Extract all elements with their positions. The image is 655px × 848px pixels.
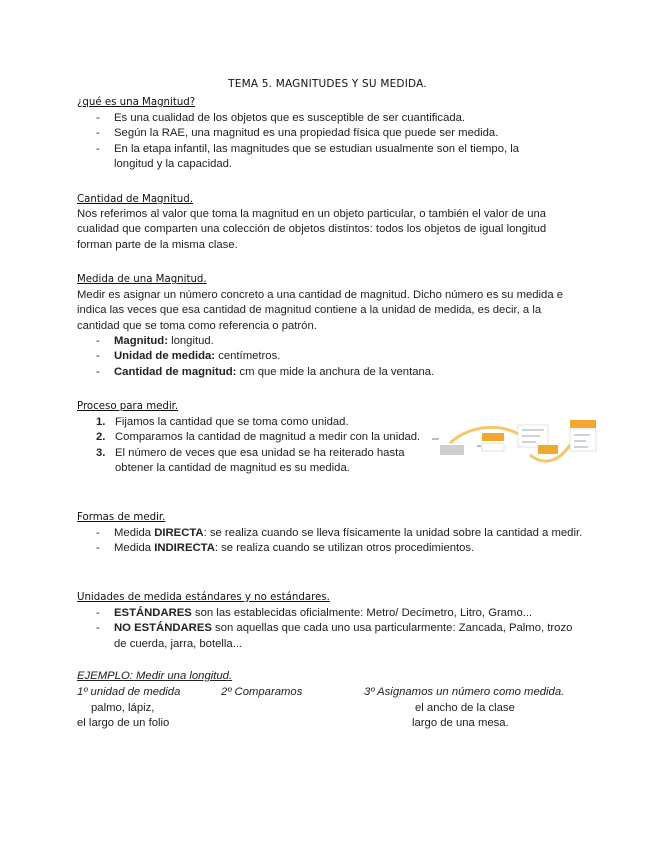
units-list	[96, 606, 576, 652]
measure-paragraph: Medir es asignar un número concreto a una cantidad de magnitud. Dicho número es su medida e indica las veces que esa cantidad de magnitud contiene a la unidad de medida, es decir, a la cantidad que se toma como referencia o patrón.	[77, 289, 564, 332]
forms-list	[96, 526, 583, 557]
list-item: 3. El número de veces que esa unidad se ha reiterado hasta obtener la cantidad de magnitud es su medida.	[96, 446, 405, 474]
example-title: EJEMPLO: Medir una longitud.	[77, 670, 233, 682]
list-item: - En la etapa infantil, las magnitudes que se estudian usualmente son el tiempo, la longitud y la capacidad.	[96, 142, 554, 173]
heading-what-is-magnitude: ¿qué es una Magnitud?	[77, 97, 196, 108]
diagram-box	[482, 433, 504, 441]
list-item: - Cantidad de magnitud: cm que mide la anchura de la ventana.	[96, 365, 576, 380]
example-col3-line2: largo de una mesa.	[412, 717, 509, 729]
example-col1-line2: el largo de un folio	[77, 717, 170, 729]
process-list	[96, 415, 426, 476]
quantity-paragraph: Nos referimos al valor que toma la magnitud en un objeto particular, o también el valor de una cualidad que comparten una colección de objetos distintos: todos los objetos de igual longitud forman parte de la misma clase.	[77, 208, 547, 251]
document-title: TEMA 5. MAGNITUDES Y SU MEDIDA.	[228, 78, 427, 90]
diagram-box	[570, 429, 596, 451]
example-col1-line1: palmo, lápiz,	[91, 702, 155, 714]
list-item: - Magnitud: longitud.	[96, 334, 576, 349]
list-item: - Medida DIRECTA: se realiza cuando se lleva físicamente la unidad sobre la cantidad a medir.	[96, 526, 584, 541]
list-item: - NO ESTÁNDARES son aquellas que cada uno usa particularmente: Zancada, Palmo, trozo de cuerda, jarra, botella...	[96, 621, 584, 652]
measure-list	[96, 334, 576, 380]
measurement-process-diagram	[430, 415, 600, 470]
diagram-box	[570, 420, 596, 428]
list-item: - ESTÁNDARES son las establecidas oficialmente: Metro/ Decímetro, Litro, Gramo...	[96, 606, 576, 621]
diagram-box	[538, 445, 558, 454]
what-list	[96, 111, 576, 172]
list-item: - Unidad de medida: centímetros.	[96, 349, 576, 364]
diagram-box	[440, 445, 464, 455]
diagram-box	[482, 443, 504, 451]
heading-forms: Formas de medir.	[77, 512, 166, 523]
example-col3-line1: el ancho de la clase	[415, 702, 515, 714]
list-item: - Medida INDIRECTA: se realiza cuando se utilizan otros procedimientos.	[96, 541, 576, 556]
heading-process: Proceso para medir.	[77, 401, 179, 412]
example-col2-heading: 2º Comparamos	[221, 686, 303, 698]
heading-units: Unidades de medida estándares y no estándares.	[77, 592, 330, 603]
list-item: 1. Fijamos la cantidad que se toma como unidad.	[96, 416, 349, 428]
list-item: 2. Comparamos la cantidad de magnitud a medir con la unidad.	[96, 431, 421, 444]
list-item: - Es una cualidad de los objetos que es susceptible de ser cuantificada.	[96, 111, 576, 126]
example-col1-heading: 1º unidad de medida	[77, 686, 181, 698]
example-col3-heading: 3º Asignamos un número como medida.	[364, 686, 565, 698]
heading-measure: Medida de una Magnitud.	[77, 274, 207, 285]
list-item: - Según la RAE, una magnitud es una propiedad física que puede ser medida.	[96, 126, 576, 141]
heading-quantity: Cantidad de Magnitud.	[77, 194, 193, 205]
